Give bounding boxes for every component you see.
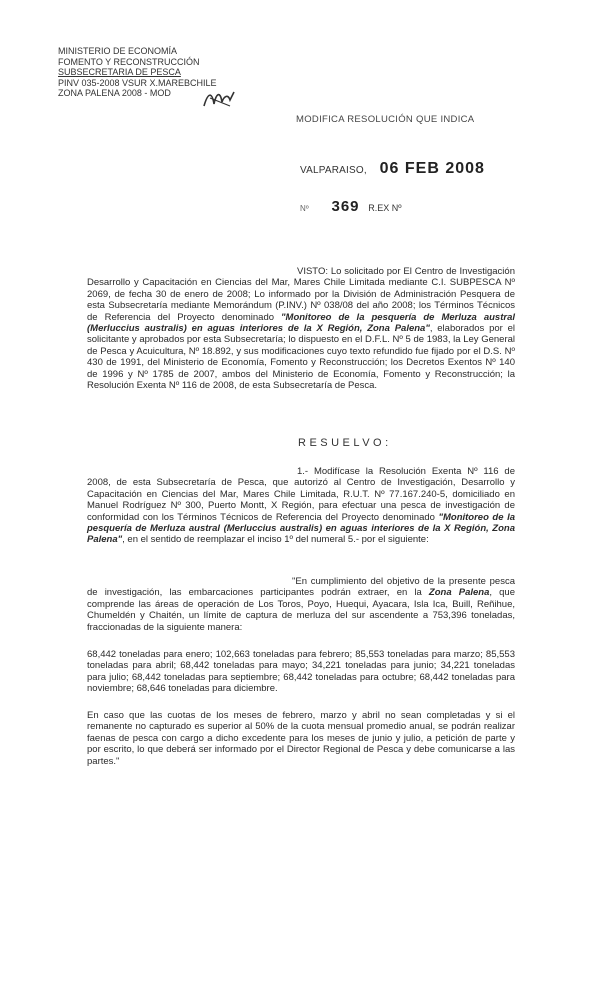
dispo1-text-1: 1.- Modifícase la Resolución Exenta Nº 116 de 2008, de esta Subsecretaría de Pesca, que autorizó al Centro de Investigación, Desarrollo y Capacitación en Ciencias del Mar, Mares Chile Limitada, R.U.T. Nº 77.167.240-5, domiciliado en Manuel Rodríguez Nº 300, Puerto Montt, X Región, para efectuar una pesca de investigación de conformidad con los Términos Técnicos de Referencia del Proyecto denominado xyxy=(87,466,515,523)
quote1-text-2: , que comprende las áreas de operación de Los Toros, Poyo, Huequi, Ayacara, Isla Ica, Buill, Reñihue, Chumeldén y Chaitén, un límite de captura de merluza del sur ascendente a 753,396 toneladas, fraccionadas de la siguiente manera: xyxy=(87,587,515,633)
place-and-date xyxy=(300,160,485,178)
quoted-paragraph-1 xyxy=(87,576,515,633)
quote1-zone: Zona Palena xyxy=(428,587,490,599)
dispo1-project-title: "Monitoreo de la pesquería de Merluza austral (Merluccius australis) en aguas interiores de la X Región, Zona Palena" xyxy=(87,511,515,546)
visto-paragraph xyxy=(87,266,515,391)
quote1-text-1: "En cumplimiento del objetivo de la presente pesca de investigación, las embarcaciones participantes podrán extraer, en la xyxy=(87,576,515,599)
initials-signature xyxy=(200,88,240,110)
resolution-number-value: 369 xyxy=(331,198,360,215)
ministry-name: MINISTERIO DE ECONOMÍA xyxy=(58,46,178,56)
visto-project-title: "Monitoreo de la pesquería de Merluza austral (Merluccius australis) en aguas interiores de la X Región, Zona Palena" xyxy=(87,311,516,335)
visto-text-2: , elaborados por el solicitante y aprobados por esta Subsecretaría; lo dispuesto en el D.F.L. Nº 5 de 1983, la Ley General de Pesca y Acuicultura, Nº 18.892, y sus modificaciones cuyo texto refundido fue fijado por el D.S. Nº 430 de 1991, del Ministerio de Economía, Fomento y Reconstrucción; los Decretos Exentos Nº 140 de 1996 y Nº 1785 de 2007, ambos del Ministerio de Economía, Fomento y Reconstrucción; la Resolución Exenta Nº 116 de 2008, de esta Subsecretaría de Pesca. xyxy=(87,323,515,392)
place: VALPARAISO, xyxy=(300,165,367,176)
letterhead xyxy=(58,46,278,99)
disposition-1 xyxy=(87,466,515,546)
resolution-number xyxy=(300,198,402,215)
ministry-subtitle: FOMENTO Y RECONSTRUCCIÓN xyxy=(58,56,200,67)
document-subject: MODIFICA RESOLUCIÓN QUE INDICA xyxy=(296,114,475,125)
quoted-paragraph-2: 68,442 toneladas para enero; 102,663 toneladas para febrero; 85,553 toneladas para marzo; 85,553 toneladas para abril; 68,442 toneladas para mayo; 34,221 toneladas para junio; 34,221 toneladas para julio; 68,442 toneladas para septiembre; 68,442 toneladas para octubre; 68,442 toneladas para noviembre; 68,646 toneladas para diciembre. xyxy=(87,649,515,695)
visto-text-1: VISTO: Lo solicitado por El Centro de Investigación Desarrollo y Capacitación en Ciencias del Mar, Mares Chile Limitada mediante C.I. SUBPESCA Nº 2069, de fecha 30 de enero de 2008; Lo informado por la División de Administración Pesquera de esta Subsecretaría mediante Memorándum (P.INV.) Nº 038/08 del año 2008; los Términos Técnicos de Referencia del Proyecto denominado xyxy=(87,266,515,323)
dispo1-text-2: , en el sentido de reemplazar el inciso 1º del numeral 5.- por el siguiente: xyxy=(122,534,429,546)
resolution-code: R.EX Nº xyxy=(368,203,402,213)
number-prefix: Nº xyxy=(300,204,309,213)
zone-reference: ZONA PALENA 2008 - MOD xyxy=(58,88,171,98)
undersecretariat: SUBSECRETARIA DE PESCA xyxy=(58,67,181,77)
reference-code: PINV 035-2008 VSUR X.MAREBCHILE xyxy=(58,77,217,88)
quoted-paragraph-3: En caso que las cuotas de los meses de febrero, marzo y abril no sean completadas y si el remanente no capturado es superior al 50% de la cuota mensual promedio anual, se podrán realizar faenas de pesca con cargo a dicho excedente para los meses de junio y julio, a petición de parte y por escrito, lo que deberá ser informado por el Director Regional de Pesca y debe comunicarse a las partes." xyxy=(87,710,515,767)
resuelvo-heading: RESUELVO: xyxy=(298,437,392,449)
date-stamp: 06 FEB 2008 xyxy=(379,160,485,177)
